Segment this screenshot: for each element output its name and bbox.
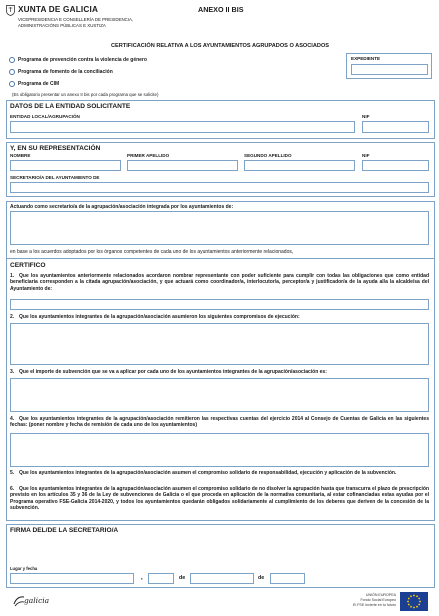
xunta-logo-text: XUNTA DE GALICIA (18, 5, 99, 14)
signature-title: FIRMA DEL/DE LA SECRETARIO/A (10, 527, 119, 534)
item-text: Que los ayuntamientos integrantes de la agrupación/asociación asumen el compromiso solidario de responsabilidad, ejecución y aplicación de la subvención. (19, 470, 397, 476)
rep-name-input[interactable] (10, 160, 121, 171)
comma-text: , (141, 575, 143, 581)
item-number: 2. (10, 314, 15, 320)
certify-item-6 (10, 486, 429, 511)
item-2-textarea[interactable] (10, 323, 429, 365)
rep-nif-label: NIF (362, 153, 370, 158)
dept-line-1: VICEPRESIDENCIA E CONSELLERÍA DE PRESIDENCIA, (18, 17, 134, 22)
program-label-3: Programa de CIM (18, 81, 60, 87)
dept-line-2: ADMINISTRACIÓNS PÚBLICAS E XUSTIZA (18, 23, 106, 28)
galicia-logo-text: galicia (24, 596, 50, 605)
separator-1 (6, 258, 435, 259)
item-number: 6. (10, 486, 15, 492)
rep-name-label: NOMBRE (10, 153, 31, 158)
eu-text-3: El FSE invierte en tu futuro (353, 603, 396, 608)
expediente-label: EXPEDIENTE (351, 56, 381, 61)
certify-item-1 (10, 273, 429, 292)
rep-surname2-input[interactable] (244, 160, 355, 171)
rep-secretary-label: SECRETARIO/A DEL AYUNTAMIENTO DE (10, 175, 100, 180)
entity-section-title: DATOS DE LA ENTIDAD SOLICITANTE (10, 103, 131, 110)
acting-text: Actuando como secretario/a de la agrupación/asociación integrada por los ayuntamientos de: (10, 204, 234, 210)
de-text-1: de (179, 575, 186, 581)
galicia-logo (12, 594, 72, 608)
program-radio-2[interactable] (9, 69, 15, 75)
item-text: Que los ayuntamientos integrantes de la agrupación/asociación asumieron los siguientes compromisos de ejecución: (19, 314, 300, 320)
certify-item-5 (10, 470, 429, 476)
rep-secretary-input[interactable] (10, 182, 429, 193)
expediente-input[interactable] (351, 64, 428, 75)
xunta-logo (6, 4, 134, 32)
certify-item-2 (10, 314, 429, 320)
program-label-2: Programa de fomento de la conciliación (18, 69, 113, 75)
item-number: 1. (10, 273, 15, 279)
item-text: Que los ayuntamientos anteriormente relacionados acordaron nombrar representante con poder suficiente para cumplir con todas las obligaciones que como entidad beneficiaria corresponden a la citada agrupación/asociación, y que actuará como coordinador/a, interlocutor/a, perceptor/a y justificador/a de la ayuda al/a la alcalde/sa del Ayuntamiento de: (10, 273, 429, 292)
representation-section-title: Y, EN SU REPRESENTACIÓN (10, 145, 101, 152)
month-input[interactable] (190, 573, 254, 584)
certify-item-4 (10, 416, 429, 429)
rep-nif-input[interactable] (362, 160, 429, 171)
certifico-title: CERTIFICO (10, 262, 46, 269)
item-number: 3. (10, 369, 15, 375)
de-text-2: de (258, 575, 265, 581)
rep-surname2-label: SEGUNDO APELLIDO (244, 153, 292, 158)
place-date-label: Lugar y fecha (10, 566, 38, 571)
program-radio-1[interactable] (9, 57, 15, 63)
agreements-text: en base a los acuerdos adoptados por los órganos competentes de cada uno de los ayuntamientos anteriormente relacionados, (10, 249, 294, 255)
municipalities-textarea[interactable] (10, 211, 429, 245)
entity-name-input[interactable] (10, 121, 355, 133)
item-text: Que los ayuntamientos integrantes de la agrupación/asociación asumen el compromiso solidario de no disolver la agrupación hasta que transcurra el plazo de prescripción previsto en los artículos 35 y 36 de la Ley de subvenciones de Galicia o el que proceda en aplicación de la normativa comunitaria, al estar cofinanciadas estas ayudas por el Programa operativo FSE-Galicia 2014-2020, y todos los ayuntamientos quedarán obligados solidariamente al cumplimiento de los deberes que deriven de la concesión de la subvención. (10, 486, 429, 511)
xunta-shield-icon (6, 5, 15, 16)
entity-nif-label: NIF (362, 114, 370, 119)
entity-name-label: ENTIDAD LOCAL/AGRUPACIÓN (10, 114, 80, 119)
programs-note: (Es obligatorio presentar un anexo II bis por cada programa que se solicite) (12, 92, 159, 97)
program-radio-3[interactable] (9, 81, 15, 87)
year-input[interactable] (270, 573, 305, 584)
item-number: 5. (10, 470, 15, 476)
item-text: Que el importe de subvención que se va a aplicar por cada uno de los ayuntamientos integrantes de la agrupación/asociación es: (19, 369, 327, 375)
form-title: CERTIFICACIÓN RELATIVA A LOS AYUNTAMIENTOS AGRUPADOS O ASOCIADOS (110, 43, 330, 49)
certify-item-3 (10, 369, 429, 375)
item-text: Que los ayuntamientos integrantes de la agrupación/asociación remitieron las respectivas cuentas del ejercicio 2014 al Consejo de Cuentas de Galicia en las siguientes fechas: (poner nombre y fecha de remisión de cada uno de los ayuntamientos) (10, 416, 429, 429)
rep-surname1-label: PRIMER APELLIDO (127, 153, 170, 158)
item-3-textarea[interactable] (10, 378, 429, 412)
place-input[interactable] (10, 573, 134, 584)
day-input[interactable] (148, 573, 174, 584)
program-label-1: Programa de prevención contra la violencia de género (18, 57, 147, 63)
eu-text-2: Fondo Social Europeo (360, 598, 396, 603)
eu-text-1: UNIÓN EUROPEA (365, 593, 396, 597)
item-1-input[interactable] (10, 299, 429, 310)
entity-nif-input[interactable] (362, 121, 429, 133)
eu-stars-icon (400, 592, 428, 611)
annex-label: ANEXO II BIS (198, 5, 244, 14)
eu-text-block (330, 593, 396, 608)
item-number: 4. (10, 416, 15, 422)
rep-surname1-input[interactable] (127, 160, 238, 171)
item-4-textarea[interactable] (10, 433, 429, 467)
eu-flag-icon (400, 592, 428, 611)
